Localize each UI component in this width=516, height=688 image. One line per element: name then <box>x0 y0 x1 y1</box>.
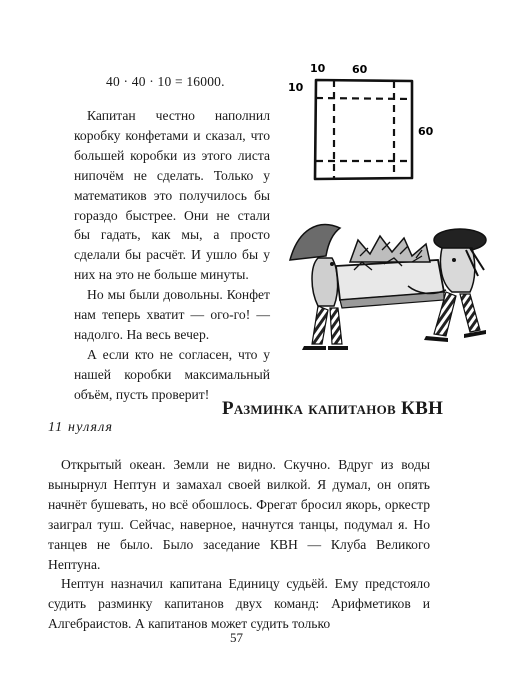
label-right-large: 60 <box>418 125 434 138</box>
left-column-text <box>74 106 270 405</box>
section-heading: Разминка капитанов КВН <box>222 398 444 419</box>
paragraph: А если кто не согласен, что у нашей коробки максимальный объём, пусть проверит! <box>74 346 270 402</box>
label-left-small: 10 <box>288 81 304 94</box>
box-net-diagram <box>284 58 434 198</box>
candy-box-illustration <box>288 210 492 370</box>
body-text <box>48 455 430 634</box>
paragraph: Капитан честно наполнил коробку конфетами и сказал, что большей коробки из этого листа нипочём не сделать. Только у математиков это получилось бы гораздо быстрее. Они не стали бы гадать, как мы, а просто сделали бы расчёт. И ушло бы у них на это не больше минуты. <box>74 108 270 283</box>
entry-date: 11 нуляля <box>48 420 114 435</box>
volume-formula: 40 · 40 · 10 = 16000. <box>106 74 225 89</box>
paragraph: Нептун назначил капитана Единицу судьёй. Ему предстояло судить разминку капитанов двух команд: Арифметиков и Алгебраистов. А капитанов может судить только <box>48 576 430 632</box>
paragraph: Открытый океан. Земли не видно. Скучно. Вдруг из воды вынырнул Нептун и замахал своей вилкой. Я думал, он опять начнёт бушевать, но всё обошлось. Фрегат бросил якорь, оркестр заиграл туш. Сейчас, наверное, начнутся танцы, подумал я. Но танцев не было. Было заседание КВН — Клуба Великого Нептуна. <box>48 457 430 572</box>
label-top-large: 60 <box>352 63 368 76</box>
label-top-small: 10 <box>310 62 326 75</box>
page-number: 57 <box>230 630 243 645</box>
paragraph: Но мы были довольны. Конфет нам теперь хватит — ого-го! — надолго. На весь вечер. <box>74 287 270 342</box>
